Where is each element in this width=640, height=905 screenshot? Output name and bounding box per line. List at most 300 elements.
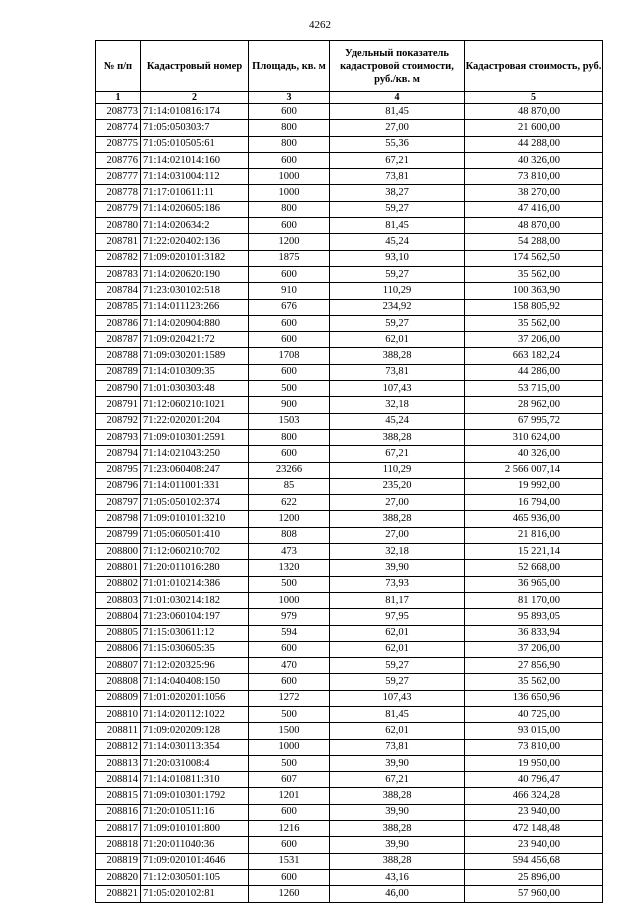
row-number: 208787 bbox=[96, 332, 141, 348]
row-number: 208790 bbox=[96, 381, 141, 397]
cadastral-value: 40 725,00 bbox=[465, 706, 603, 722]
cadastral-number: 71:14:010309:35 bbox=[141, 364, 249, 380]
cadastral-number: 71:14:011001:331 bbox=[141, 478, 249, 494]
row-number: 208821 bbox=[96, 886, 141, 902]
cadastral-number: 71:23:060408:247 bbox=[141, 462, 249, 478]
cadastral-value: 21 600,00 bbox=[465, 120, 603, 136]
table-row bbox=[96, 185, 603, 201]
cadastral-value: 594 456,68 bbox=[465, 853, 603, 869]
table-row bbox=[96, 364, 603, 380]
cadastral-value: 100 363,90 bbox=[465, 283, 603, 299]
unit-rate-value: 27,00 bbox=[330, 120, 465, 136]
table-row bbox=[96, 413, 603, 429]
cadastral-value: 310 624,00 bbox=[465, 429, 603, 445]
table-row bbox=[96, 641, 603, 657]
cadastral-value: 54 288,00 bbox=[465, 234, 603, 250]
unit-rate-value: 107,43 bbox=[330, 690, 465, 706]
row-number: 208800 bbox=[96, 544, 141, 560]
row-number: 208779 bbox=[96, 201, 141, 217]
column-number: 3 bbox=[249, 92, 330, 104]
cadastral-number: 71:14:040408:150 bbox=[141, 674, 249, 690]
area-value: 23266 bbox=[249, 462, 330, 478]
cadastral-value: 35 562,00 bbox=[465, 266, 603, 282]
unit-rate-value: 45,24 bbox=[330, 413, 465, 429]
area-value: 600 bbox=[249, 837, 330, 853]
area-value: 1000 bbox=[249, 592, 330, 608]
area-value: 800 bbox=[249, 429, 330, 445]
area-value: 600 bbox=[249, 218, 330, 234]
table-row bbox=[96, 234, 603, 250]
table-row bbox=[96, 788, 603, 804]
area-value: 470 bbox=[249, 658, 330, 674]
unit-rate-value: 73,81 bbox=[330, 169, 465, 185]
table-row bbox=[96, 658, 603, 674]
unit-rate-value: 81,45 bbox=[330, 706, 465, 722]
table-row bbox=[96, 283, 603, 299]
row-number: 208811 bbox=[96, 723, 141, 739]
cadastral-number: 71:15:030611:12 bbox=[141, 625, 249, 641]
unit-rate-value: 62,01 bbox=[330, 723, 465, 739]
row-number: 208783 bbox=[96, 266, 141, 282]
cadastral-value: 38 270,00 bbox=[465, 185, 603, 201]
table-row bbox=[96, 576, 603, 592]
column-number-row bbox=[96, 92, 603, 104]
cadastral-number: 71:17:010611:11 bbox=[141, 185, 249, 201]
table-row bbox=[96, 348, 603, 364]
row-number: 208784 bbox=[96, 283, 141, 299]
cadastral-value: 663 182,24 bbox=[465, 348, 603, 364]
table-row bbox=[96, 381, 603, 397]
cadastral-value: 16 794,00 bbox=[465, 495, 603, 511]
area-value: 1201 bbox=[249, 788, 330, 804]
table-row bbox=[96, 544, 603, 560]
cadastral-number: 71:14:011123:266 bbox=[141, 299, 249, 315]
unit-rate-value: 59,27 bbox=[330, 315, 465, 331]
table-row bbox=[96, 299, 603, 315]
table-row bbox=[96, 804, 603, 820]
area-value: 1320 bbox=[249, 560, 330, 576]
row-number: 208802 bbox=[96, 576, 141, 592]
area-value: 500 bbox=[249, 755, 330, 771]
table-row bbox=[96, 723, 603, 739]
area-value: 979 bbox=[249, 609, 330, 625]
cadastral-value: 466 324,28 bbox=[465, 788, 603, 804]
area-value: 676 bbox=[249, 299, 330, 315]
area-value: 600 bbox=[249, 804, 330, 820]
area-value: 500 bbox=[249, 706, 330, 722]
cadastral-number: 71:20:010511:16 bbox=[141, 804, 249, 820]
cadastral-number: 71:05:010505:61 bbox=[141, 136, 249, 152]
cadastral-number: 71:09:020209:128 bbox=[141, 723, 249, 739]
area-value: 1531 bbox=[249, 853, 330, 869]
unit-rate-value: 38,27 bbox=[330, 185, 465, 201]
area-value: 1272 bbox=[249, 690, 330, 706]
table-row bbox=[96, 397, 603, 413]
table-row bbox=[96, 250, 603, 266]
cadastral-number: 71:01:020201:1056 bbox=[141, 690, 249, 706]
table-row bbox=[96, 218, 603, 234]
unit-rate-value: 39,90 bbox=[330, 804, 465, 820]
cadastral-value: 174 562,50 bbox=[465, 250, 603, 266]
header-cadastral-value: Кадастровая стоимость, руб. bbox=[465, 41, 603, 92]
area-value: 800 bbox=[249, 136, 330, 152]
row-number: 208819 bbox=[96, 853, 141, 869]
area-value: 500 bbox=[249, 381, 330, 397]
row-number: 208794 bbox=[96, 446, 141, 462]
cadastral-number: 71:14:031004:112 bbox=[141, 169, 249, 185]
column-number: 4 bbox=[330, 92, 465, 104]
table-row bbox=[96, 495, 603, 511]
cadastral-number: 71:14:030113:354 bbox=[141, 739, 249, 755]
cadastral-number: 71:05:050102:374 bbox=[141, 495, 249, 511]
unit-rate-value: 59,27 bbox=[330, 201, 465, 217]
unit-rate-value: 97,95 bbox=[330, 609, 465, 625]
table-row bbox=[96, 706, 603, 722]
cadastral-value: 57 960,00 bbox=[465, 886, 603, 902]
area-value: 1500 bbox=[249, 723, 330, 739]
unit-rate-value: 46,00 bbox=[330, 886, 465, 902]
cadastral-number: 71:15:030605:35 bbox=[141, 641, 249, 657]
cadastral-value: 73 810,00 bbox=[465, 169, 603, 185]
cadastral-number: 71:09:020421:72 bbox=[141, 332, 249, 348]
row-number: 208806 bbox=[96, 641, 141, 657]
table-row bbox=[96, 625, 603, 641]
row-number: 208808 bbox=[96, 674, 141, 690]
unit-rate-value: 39,90 bbox=[330, 755, 465, 771]
header-area: Площадь, кв. м bbox=[249, 41, 330, 92]
cadastral-value: 67 995,72 bbox=[465, 413, 603, 429]
area-value: 900 bbox=[249, 397, 330, 413]
cadastral-value: 23 940,00 bbox=[465, 804, 603, 820]
cadastral-value: 52 668,00 bbox=[465, 560, 603, 576]
table-row bbox=[96, 869, 603, 885]
row-number: 208781 bbox=[96, 234, 141, 250]
row-number: 208807 bbox=[96, 658, 141, 674]
unit-rate-value: 39,90 bbox=[330, 837, 465, 853]
header-cadastral-number: Кадастровый номер bbox=[141, 41, 249, 92]
area-value: 1875 bbox=[249, 250, 330, 266]
cadastral-value: 44 286,00 bbox=[465, 364, 603, 380]
row-number: 208820 bbox=[96, 869, 141, 885]
cadastral-value: 36 833,94 bbox=[465, 625, 603, 641]
unit-rate-value: 235,20 bbox=[330, 478, 465, 494]
row-number: 208774 bbox=[96, 120, 141, 136]
row-number: 208778 bbox=[96, 185, 141, 201]
area-value: 600 bbox=[249, 332, 330, 348]
column-number: 5 bbox=[465, 92, 603, 104]
cadastral-value: 158 805,92 bbox=[465, 299, 603, 315]
cadastral-value: 35 562,00 bbox=[465, 315, 603, 331]
cadastral-number: 71:05:020102:81 bbox=[141, 886, 249, 902]
page-number: 4262 bbox=[309, 19, 331, 31]
unit-rate-value: 81,45 bbox=[330, 104, 465, 120]
table-row bbox=[96, 772, 603, 788]
area-value: 1503 bbox=[249, 413, 330, 429]
cadastral-number: 71:12:020325:96 bbox=[141, 658, 249, 674]
area-value: 600 bbox=[249, 869, 330, 885]
unit-rate-value: 81,45 bbox=[330, 218, 465, 234]
table-row bbox=[96, 169, 603, 185]
unit-rate-value: 107,43 bbox=[330, 381, 465, 397]
cadastral-value: 40 326,00 bbox=[465, 152, 603, 168]
cadastral-number: 71:01:030214:182 bbox=[141, 592, 249, 608]
cadastral-number: 71:14:020605:186 bbox=[141, 201, 249, 217]
table-row bbox=[96, 592, 603, 608]
unit-rate-value: 81,17 bbox=[330, 592, 465, 608]
cadastral-value: 81 170,00 bbox=[465, 592, 603, 608]
cadastral-number: 71:05:060501:410 bbox=[141, 527, 249, 543]
cadastral-number: 71:14:020112:1022 bbox=[141, 706, 249, 722]
cadastral-number: 71:20:011040:36 bbox=[141, 837, 249, 853]
cadastral-number: 71:12:060210:702 bbox=[141, 544, 249, 560]
cadastral-value: 37 206,00 bbox=[465, 641, 603, 657]
header-unit-rate: Удельный показатель кадастровой стоимости, руб./кв. м bbox=[330, 41, 465, 92]
cadastral-number: 71:14:020634:2 bbox=[141, 218, 249, 234]
table-row bbox=[96, 560, 603, 576]
unit-rate-value: 388,28 bbox=[330, 788, 465, 804]
table-body bbox=[96, 104, 603, 903]
row-number: 208812 bbox=[96, 739, 141, 755]
area-value: 910 bbox=[249, 283, 330, 299]
area-value: 1708 bbox=[249, 348, 330, 364]
unit-rate-value: 27,00 bbox=[330, 495, 465, 511]
table-row bbox=[96, 266, 603, 282]
cadastral-value: 25 896,00 bbox=[465, 869, 603, 885]
area-value: 800 bbox=[249, 120, 330, 136]
cadastral-number: 71:14:010811:310 bbox=[141, 772, 249, 788]
area-value: 600 bbox=[249, 152, 330, 168]
table-row bbox=[96, 120, 603, 136]
row-number: 208792 bbox=[96, 413, 141, 429]
cadastral-value: 73 810,00 bbox=[465, 739, 603, 755]
cadastral-value: 136 650,96 bbox=[465, 690, 603, 706]
area-value: 600 bbox=[249, 446, 330, 462]
cadastral-value: 27 856,90 bbox=[465, 658, 603, 674]
table-row bbox=[96, 478, 603, 494]
area-value: 1200 bbox=[249, 234, 330, 250]
unit-rate-value: 388,28 bbox=[330, 511, 465, 527]
cadastral-value: 19 950,00 bbox=[465, 755, 603, 771]
unit-rate-value: 67,21 bbox=[330, 772, 465, 788]
unit-rate-value: 59,27 bbox=[330, 658, 465, 674]
table-row bbox=[96, 837, 603, 853]
cadastral-number: 71:01:030303:48 bbox=[141, 381, 249, 397]
unit-rate-value: 388,28 bbox=[330, 821, 465, 837]
table-row bbox=[96, 429, 603, 445]
table-row bbox=[96, 674, 603, 690]
cadastral-number: 71:09:010101:3210 bbox=[141, 511, 249, 527]
unit-rate-value: 39,90 bbox=[330, 560, 465, 576]
cadastral-number: 71:12:060210:1021 bbox=[141, 397, 249, 413]
table-row bbox=[96, 821, 603, 837]
unit-rate-value: 73,93 bbox=[330, 576, 465, 592]
row-number: 208788 bbox=[96, 348, 141, 364]
cadastral-value: 465 936,00 bbox=[465, 511, 603, 527]
cadastral-number: 71:23:060104:197 bbox=[141, 609, 249, 625]
table-row bbox=[96, 136, 603, 152]
unit-rate-value: 67,21 bbox=[330, 152, 465, 168]
area-value: 800 bbox=[249, 201, 330, 217]
cadastral-value: 28 962,00 bbox=[465, 397, 603, 413]
table-row bbox=[96, 755, 603, 771]
cadastral-value: 472 148,48 bbox=[465, 821, 603, 837]
cadastral-value: 2 566 007,14 bbox=[465, 462, 603, 478]
unit-rate-value: 55,36 bbox=[330, 136, 465, 152]
cadastral-value: 36 965,00 bbox=[465, 576, 603, 592]
row-number: 208817 bbox=[96, 821, 141, 837]
cadastral-number: 71:12:030501:105 bbox=[141, 869, 249, 885]
row-number: 208814 bbox=[96, 772, 141, 788]
row-number: 208813 bbox=[96, 755, 141, 771]
unit-rate-value: 93,10 bbox=[330, 250, 465, 266]
area-value: 1000 bbox=[249, 739, 330, 755]
table-row bbox=[96, 462, 603, 478]
table-row bbox=[96, 511, 603, 527]
row-number: 208803 bbox=[96, 592, 141, 608]
unit-rate-value: 67,21 bbox=[330, 446, 465, 462]
row-number: 208775 bbox=[96, 136, 141, 152]
unit-rate-value: 388,28 bbox=[330, 348, 465, 364]
cadastral-number: 71:23:030102:518 bbox=[141, 283, 249, 299]
area-value: 85 bbox=[249, 478, 330, 494]
row-number: 208805 bbox=[96, 625, 141, 641]
area-value: 473 bbox=[249, 544, 330, 560]
unit-rate-value: 110,29 bbox=[330, 283, 465, 299]
unit-rate-value: 45,24 bbox=[330, 234, 465, 250]
cadastral-number: 71:01:010214:386 bbox=[141, 576, 249, 592]
cadastral-number: 71:14:020620:190 bbox=[141, 266, 249, 282]
table-row bbox=[96, 853, 603, 869]
cadastral-value: 35 562,00 bbox=[465, 674, 603, 690]
column-number: 2 bbox=[141, 92, 249, 104]
table-row bbox=[96, 739, 603, 755]
row-number: 208780 bbox=[96, 218, 141, 234]
cadastral-number: 71:22:020402:136 bbox=[141, 234, 249, 250]
table-row bbox=[96, 332, 603, 348]
table-row bbox=[96, 609, 603, 625]
cadastral-value: 21 816,00 bbox=[465, 527, 603, 543]
area-value: 600 bbox=[249, 315, 330, 331]
row-number: 208789 bbox=[96, 364, 141, 380]
area-value: 600 bbox=[249, 674, 330, 690]
table-row bbox=[96, 201, 603, 217]
area-value: 808 bbox=[249, 527, 330, 543]
row-number: 208818 bbox=[96, 837, 141, 853]
cadastral-number: 71:14:010816:174 bbox=[141, 104, 249, 120]
area-value: 622 bbox=[249, 495, 330, 511]
column-number: 1 bbox=[96, 92, 141, 104]
row-number: 208782 bbox=[96, 250, 141, 266]
row-number: 208799 bbox=[96, 527, 141, 543]
area-value: 1000 bbox=[249, 185, 330, 201]
cadastral-value: 40 326,00 bbox=[465, 446, 603, 462]
unit-rate-value: 73,81 bbox=[330, 364, 465, 380]
row-number: 208815 bbox=[96, 788, 141, 804]
cadastral-value: 19 992,00 bbox=[465, 478, 603, 494]
table-row bbox=[96, 315, 603, 331]
cadastral-number: 71:09:020101:4646 bbox=[141, 853, 249, 869]
row-number: 208798 bbox=[96, 511, 141, 527]
table-row bbox=[96, 527, 603, 543]
row-number: 208773 bbox=[96, 104, 141, 120]
table-row bbox=[96, 104, 603, 120]
cadastral-value: 23 940,00 bbox=[465, 837, 603, 853]
row-number: 208795 bbox=[96, 462, 141, 478]
cadastral-value: 93 015,00 bbox=[465, 723, 603, 739]
cadastral-value: 48 870,00 bbox=[465, 218, 603, 234]
row-number: 208777 bbox=[96, 169, 141, 185]
cadastral-value: 37 206,00 bbox=[465, 332, 603, 348]
cadastral-number: 71:20:011016:280 bbox=[141, 560, 249, 576]
cadastral-value: 53 715,00 bbox=[465, 381, 603, 397]
area-value: 1200 bbox=[249, 511, 330, 527]
row-number: 208797 bbox=[96, 495, 141, 511]
area-value: 607 bbox=[249, 772, 330, 788]
table-row bbox=[96, 690, 603, 706]
area-value: 600 bbox=[249, 266, 330, 282]
unit-rate-value: 32,18 bbox=[330, 544, 465, 560]
table-header bbox=[96, 41, 603, 104]
row-number: 208793 bbox=[96, 429, 141, 445]
area-value: 1000 bbox=[249, 169, 330, 185]
cadastral-number: 71:14:021043:250 bbox=[141, 446, 249, 462]
cadastral-table bbox=[95, 40, 603, 903]
cadastral-value: 48 870,00 bbox=[465, 104, 603, 120]
unit-rate-value: 234,92 bbox=[330, 299, 465, 315]
cadastral-number: 71:05:050303:7 bbox=[141, 120, 249, 136]
row-number: 208801 bbox=[96, 560, 141, 576]
row-number: 208796 bbox=[96, 478, 141, 494]
cadastral-number: 71:09:010301:2591 bbox=[141, 429, 249, 445]
unit-rate-value: 62,01 bbox=[330, 625, 465, 641]
cadastral-number: 71:09:010101:800 bbox=[141, 821, 249, 837]
unit-rate-value: 27,00 bbox=[330, 527, 465, 543]
unit-rate-value: 32,18 bbox=[330, 397, 465, 413]
table-row bbox=[96, 446, 603, 462]
cadastral-number: 71:22:020201:204 bbox=[141, 413, 249, 429]
unit-rate-value: 59,27 bbox=[330, 266, 465, 282]
row-number: 208785 bbox=[96, 299, 141, 315]
area-value: 600 bbox=[249, 641, 330, 657]
cadastral-value: 44 288,00 bbox=[465, 136, 603, 152]
unit-rate-value: 62,01 bbox=[330, 332, 465, 348]
cadastral-value: 40 796,47 bbox=[465, 772, 603, 788]
unit-rate-value: 73,81 bbox=[330, 739, 465, 755]
row-number: 208776 bbox=[96, 152, 141, 168]
area-value: 500 bbox=[249, 576, 330, 592]
cadastral-number: 71:14:020904:880 bbox=[141, 315, 249, 331]
area-value: 600 bbox=[249, 104, 330, 120]
row-number: 208809 bbox=[96, 690, 141, 706]
cadastral-number: 71:09:030201:1589 bbox=[141, 348, 249, 364]
cadastral-value: 15 221,14 bbox=[465, 544, 603, 560]
table-row bbox=[96, 886, 603, 902]
cadastral-value: 47 416,00 bbox=[465, 201, 603, 217]
unit-rate-value: 62,01 bbox=[330, 641, 465, 657]
cadastral-value: 95 893,05 bbox=[465, 609, 603, 625]
unit-rate-value: 43,16 bbox=[330, 869, 465, 885]
unit-rate-value: 388,28 bbox=[330, 853, 465, 869]
cadastral-number: 71:14:021014:160 bbox=[141, 152, 249, 168]
header-row-number: № п/п bbox=[96, 41, 141, 92]
area-value: 1216 bbox=[249, 821, 330, 837]
unit-rate-value: 59,27 bbox=[330, 674, 465, 690]
row-number: 208804 bbox=[96, 609, 141, 625]
area-value: 594 bbox=[249, 625, 330, 641]
area-value: 600 bbox=[249, 364, 330, 380]
cadastral-number: 71:09:020101:3182 bbox=[141, 250, 249, 266]
row-number: 208816 bbox=[96, 804, 141, 820]
